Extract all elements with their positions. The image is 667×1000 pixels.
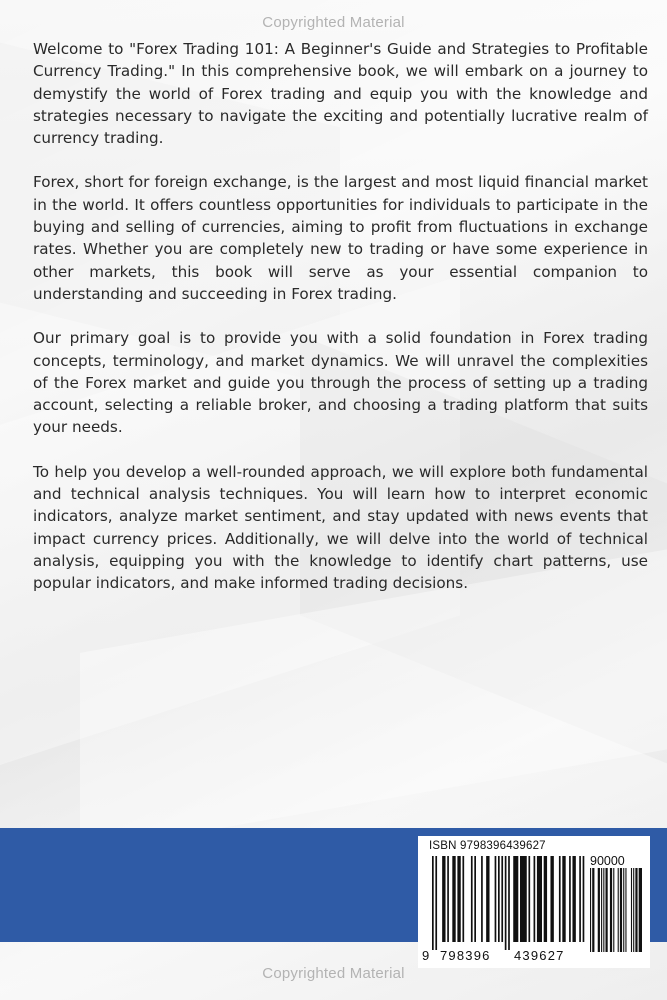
barcode-bar (559, 856, 561, 942)
barcode-bar (562, 856, 565, 942)
barcode-bar (605, 868, 607, 952)
barcode-box (418, 836, 650, 968)
barcode-bar (572, 856, 575, 942)
barcode-bar (579, 856, 581, 942)
barcode-bar (528, 856, 530, 942)
blurb-paragraph-4: To help you develop a well-rounded approach, we will explore both fundamental and technical analysis techniques. You will learn how to interpret economic indicators, analyze market sentiment, and stay updated with news events that impact currency prices. Additionally, we will delve into the world of technical analysis, equipping you with the knowledge to identify chart patterns, use popular indicators, and make informed trading decisions. (33, 462, 648, 593)
barcode-bar (631, 868, 632, 952)
blurb-text (33, 38, 648, 617)
barcode-bar (625, 868, 626, 952)
barcode-bar (544, 856, 547, 942)
barcode-bar (613, 868, 614, 952)
barcode-bar (442, 856, 445, 942)
barcode-bar (590, 868, 591, 952)
barcode-bar (471, 856, 473, 942)
blurb-paragraph-3: Our primary goal is to provide you with a solid foundation in Forex trading concepts, terminology, and market dynamics. We will unravel the complexities of the Forex market and guide you through the process of setting up a trading account, selecting a reliable broker, and choosing a trading platform that suits your needs. (33, 329, 648, 437)
barcode-bar (534, 856, 536, 942)
barcode-digits-right: 439627 (514, 948, 565, 963)
barcode-bar (520, 856, 527, 942)
barcode-bar (583, 856, 585, 942)
barcode-bar (639, 868, 642, 952)
barcode-bar (474, 856, 476, 942)
barcode-bar (452, 856, 455, 942)
barcode-bar (501, 856, 503, 942)
barcode-bar (603, 868, 604, 952)
barcode-bar (508, 856, 510, 950)
price-code: 90000 (590, 854, 625, 868)
barcode-bar (537, 856, 542, 942)
barcode-digits-left: 798396 (440, 948, 491, 963)
blurb-paragraph-1: Welcome to "Forex Trading 101: A Beginner's Guide and Strategies to Profitable Currency Trading." In this comprehensive book, we will embark on a journey to demystify the world of Forex trading and equip you with the knowledge and strategies necessary to navigate the exciting and potentially lucrative realm of currency trading. (33, 40, 648, 148)
barcode-bar (620, 868, 622, 952)
barcode-bar (550, 856, 553, 942)
isbn-label: ISBN 9798396439627 (429, 840, 546, 852)
barcode-bar (635, 868, 637, 952)
barcode-bar (505, 856, 507, 950)
barcode-bar (569, 856, 571, 942)
barcode-bar (486, 856, 489, 942)
barcode-bar (481, 856, 483, 942)
barcode-bar (601, 868, 602, 952)
barcode-bar (633, 868, 634, 952)
barcode-bar (457, 856, 460, 942)
barcode-bar (495, 856, 497, 942)
barcode-digit-lead: 9 (422, 948, 431, 963)
barcode-bar (447, 856, 449, 942)
isbn-barcode (432, 856, 586, 950)
barcode-bar (498, 856, 500, 942)
barcode-bar (598, 868, 600, 952)
barcode-bar (610, 868, 612, 952)
blurb-paragraph-2: Forex, short for foreign exchange, is the largest and most liquid financial market in the world. It offers countless opportunities for individuals to participate in the buying and selling of currencies, aiming to profit from fluctuations in exchange rates. Whether you are completely new to trading or have some experience in other markets, this book will serve as your essential companion to understanding and succeeding in Forex trading. (33, 173, 648, 303)
price-addon-barcode (590, 868, 642, 952)
barcode-bar (513, 856, 518, 942)
barcode-bar (462, 856, 464, 942)
copyright-watermark-bottom: Copyrighted Material (262, 965, 405, 982)
barcode-bar (432, 856, 434, 950)
copyright-watermark-top: Copyrighted Material (262, 14, 405, 31)
barcode-bar (435, 856, 437, 950)
barcode-bar (618, 868, 619, 952)
barcode-bar (592, 868, 594, 952)
barcode-bar (623, 868, 624, 952)
